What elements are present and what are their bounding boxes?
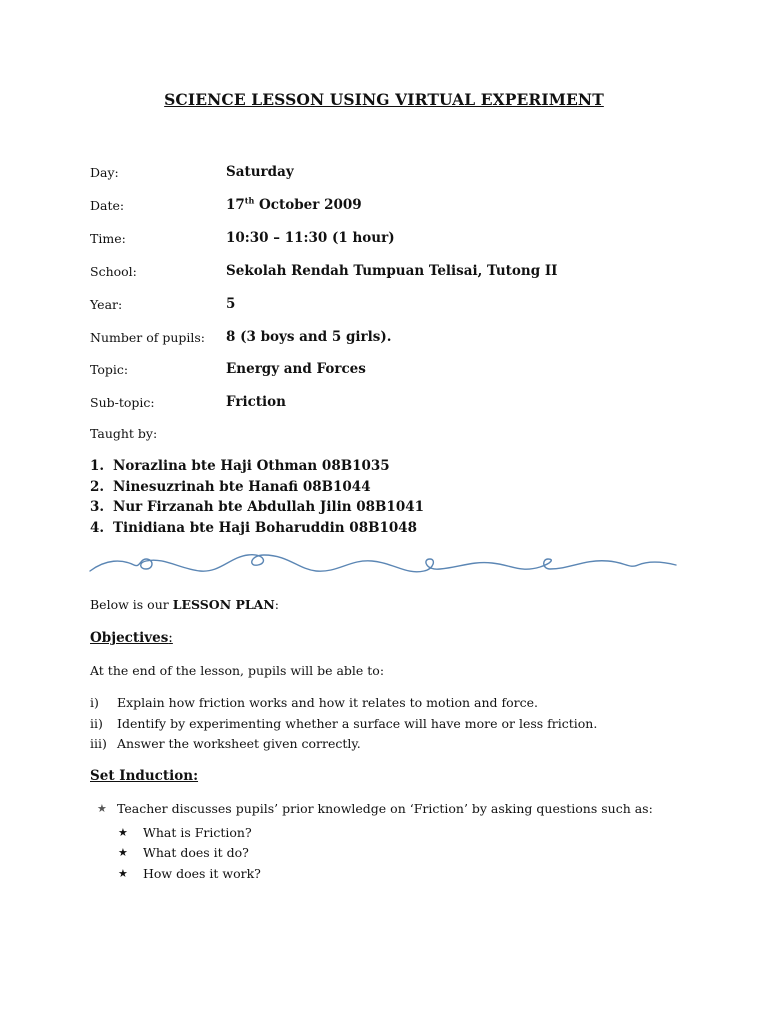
list-item [90,479,424,500]
star-bullet-icon: ★ [118,825,128,839]
teacher-name: Tinidiana bte Haji Boharuddin 08B1048 [113,519,418,536]
list-item [90,499,424,520]
date-rest: October 2009 [254,197,362,213]
list-item [90,458,424,479]
lesson-plan-intro [90,597,279,612]
detail-row-pupils [90,327,391,347]
detail-label: Year: [90,296,123,312]
teacher-name: Norazlina bte Haji Othman 08B1035 [113,458,390,474]
teacher-name: Nur Firzanah bte Abdullah Jilin 08B1041 [113,499,424,515]
star-bullet-icon: ★ [118,866,128,880]
objective-text: Explain how friction works and how it relates to motion and force. [117,695,539,710]
detail-label: Time: [90,230,126,246]
detail-value: Friction [226,394,286,410]
page-title: SCIENCE LESSON USING VIRTUAL EXPERIMENT [164,90,604,109]
question-text: What is Friction? [143,824,252,840]
detail-row-time [90,228,395,248]
set-induction-item [97,801,653,816]
list-item [90,520,424,541]
objectives-heading [90,630,173,646]
objectives-intro: At the end of the lesson, pupils will be able to: [90,663,385,678]
detail-label: Date: [90,197,125,213]
detail-value: 5 [226,296,236,312]
list-item [90,716,597,737]
question-text: What does it do? [143,845,249,861]
set-induction-heading: Set Induction: [90,768,199,784]
list-number: 4. [90,519,105,536]
detail-label: School: [90,263,137,279]
list-number: 1. [90,458,105,474]
objective-text: Answer the worksheet given correctly. [117,736,361,751]
list-item [90,695,597,716]
teacher-name: Ninesuzrinah bte Hanafi 08B1044 [113,478,371,495]
taught-by-label: Taught by: [90,426,158,441]
date-day: 17 [226,197,245,213]
detail-row-subtopic [90,392,286,412]
objective-number: iii) [90,736,107,751]
detail-label: Day: [90,164,119,180]
intro-prefix: Below is our [90,597,173,612]
list-item [118,843,261,864]
detail-row-date [90,195,362,215]
detail-label: Number of pupils: [90,329,205,345]
teacher-list [90,458,424,540]
list-number: 2. [90,478,105,495]
date-suffix: th [244,195,255,206]
question-list [118,822,261,884]
detail-label: Sub-topic: [90,394,155,410]
detail-value: 10:30 – 11:30 (1 hour) [226,230,395,246]
objective-number: i) [90,695,99,710]
objective-number: ii) [90,715,103,731]
objectives-heading-text: Objectives [90,630,169,646]
detail-label: Topic: [90,361,129,377]
detail-row-topic [90,359,366,379]
detail-row-year [90,294,235,314]
intro-suffix: : [274,597,279,612]
list-item [90,736,597,757]
list-item [118,863,261,884]
detail-value: Sekolah Rendah Tumpuan Telisai, Tutong II [226,263,558,279]
question-text: How does it work? [143,865,261,881]
detail-value [226,197,362,213]
detail-value: Saturday [226,164,294,180]
objectives-colon: : [168,630,173,646]
detail-row-school [90,261,558,281]
star-bullet-icon: ★ [118,846,128,860]
wavy-divider [88,549,680,585]
intro-bold: LESSON PLAN [172,597,275,612]
star-bullet-icon: ★ [97,802,107,815]
set-induction-text: Teacher discusses pupils’ prior knowledge on ‘Friction’ by asking questions such as: [117,801,653,816]
objectives-list [90,695,597,757]
objective-text: Identify by experimenting whether a surface will have more or less friction. [117,715,598,731]
detail-value: Energy and Forces [226,361,366,377]
detail-value: 8 (3 boys and 5 girls). [226,329,392,345]
list-item [118,822,261,843]
detail-row-day [90,162,294,182]
list-number: 3. [90,499,105,515]
